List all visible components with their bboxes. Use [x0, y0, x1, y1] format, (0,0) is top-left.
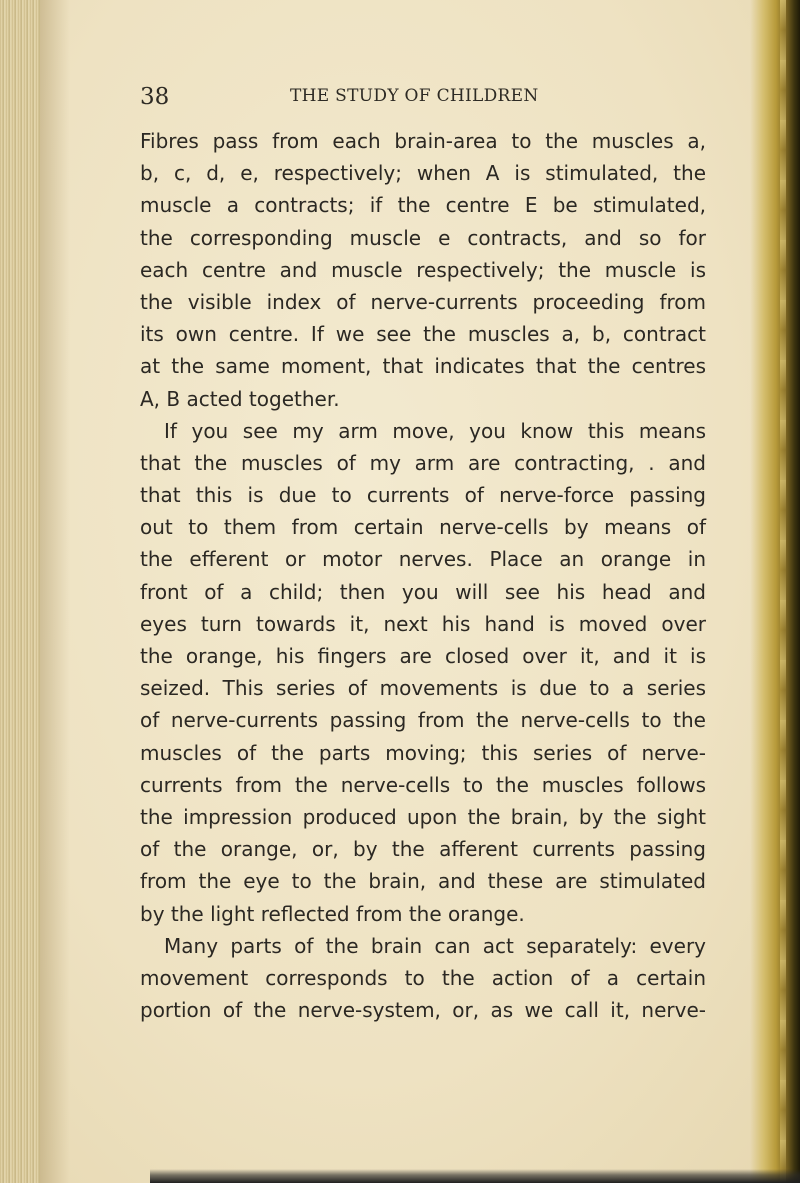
text-line: muscle a contracts; if the centre E be stimulated, — [140, 193, 706, 218]
page-header — [140, 84, 700, 114]
running-title: THE STUDY OF CHILDREN — [290, 86, 539, 106]
text-line: each centre and muscle respectively; the muscle is — [140, 257, 706, 282]
text-line: the visible index of nerve-currents proceeding from — [140, 289, 706, 314]
text-line: b, c, d, e, respectively; when A is stimulated, the — [140, 161, 706, 186]
text-line: the corresponding muscle e contracts, and so for — [140, 225, 706, 250]
text-line: A, B acted together. — [140, 386, 340, 411]
text-line: eyes turn towards it, next his hand is moved over — [140, 611, 706, 636]
text-line: If you see my arm move, you know this means — [164, 418, 706, 443]
body-text — [140, 125, 706, 1026]
text-line: at the same moment, that indicates that the centres — [140, 354, 706, 379]
bottom-edge-shadow — [150, 1169, 800, 1183]
left-page-edges — [0, 0, 40, 1183]
text-line: portion of the nerve-system, or, as we call it, nerve- — [140, 998, 706, 1023]
text-line: the orange, his fingers are closed over it, and it is — [140, 644, 706, 668]
text-line: its own centre. If we see the muscles a, b, contract — [140, 322, 706, 347]
text-line: front of a child; then you will see his head and — [140, 579, 706, 604]
text-line: muscles of the parts moving; this series of nerve- — [140, 740, 706, 765]
page-number: 38 — [140, 84, 170, 110]
text-line: Fibres pass from each brain-area to the muscles a, — [140, 129, 706, 153]
text-line: the impression produced upon the brain, by the sight — [140, 804, 706, 829]
text-line: that the muscles of my arm are contracting, . and — [140, 450, 706, 475]
gutter-shadow — [40, 0, 70, 1183]
text-line: the efferent or motor nerves. Place an orange in — [140, 547, 706, 572]
text-line: of the orange, or, by the afferent currents passing — [140, 837, 706, 862]
text-line: seized. This series of movements is due to a series — [140, 676, 706, 701]
text-line: of nerve-currents passing from the nerve-cells to the — [140, 708, 706, 733]
binding-highlight — [780, 0, 786, 1183]
text-line: that this is due to currents of nerve-force passing — [140, 483, 706, 508]
text-line: Many parts of the brain can act separately: every — [164, 933, 706, 958]
text-line: by the light reflected from the orange. — [140, 901, 525, 926]
text-line: from the eye to the brain, and these are stimulated — [140, 869, 706, 894]
right-binding-edge — [750, 0, 800, 1183]
text-line: currents from the nerve-cells to the muscles follows — [140, 772, 706, 797]
text-line: out to them from certain nerve-cells by means of — [140, 515, 706, 540]
text-line: movement corresponds to the action of a certain — [140, 965, 706, 990]
